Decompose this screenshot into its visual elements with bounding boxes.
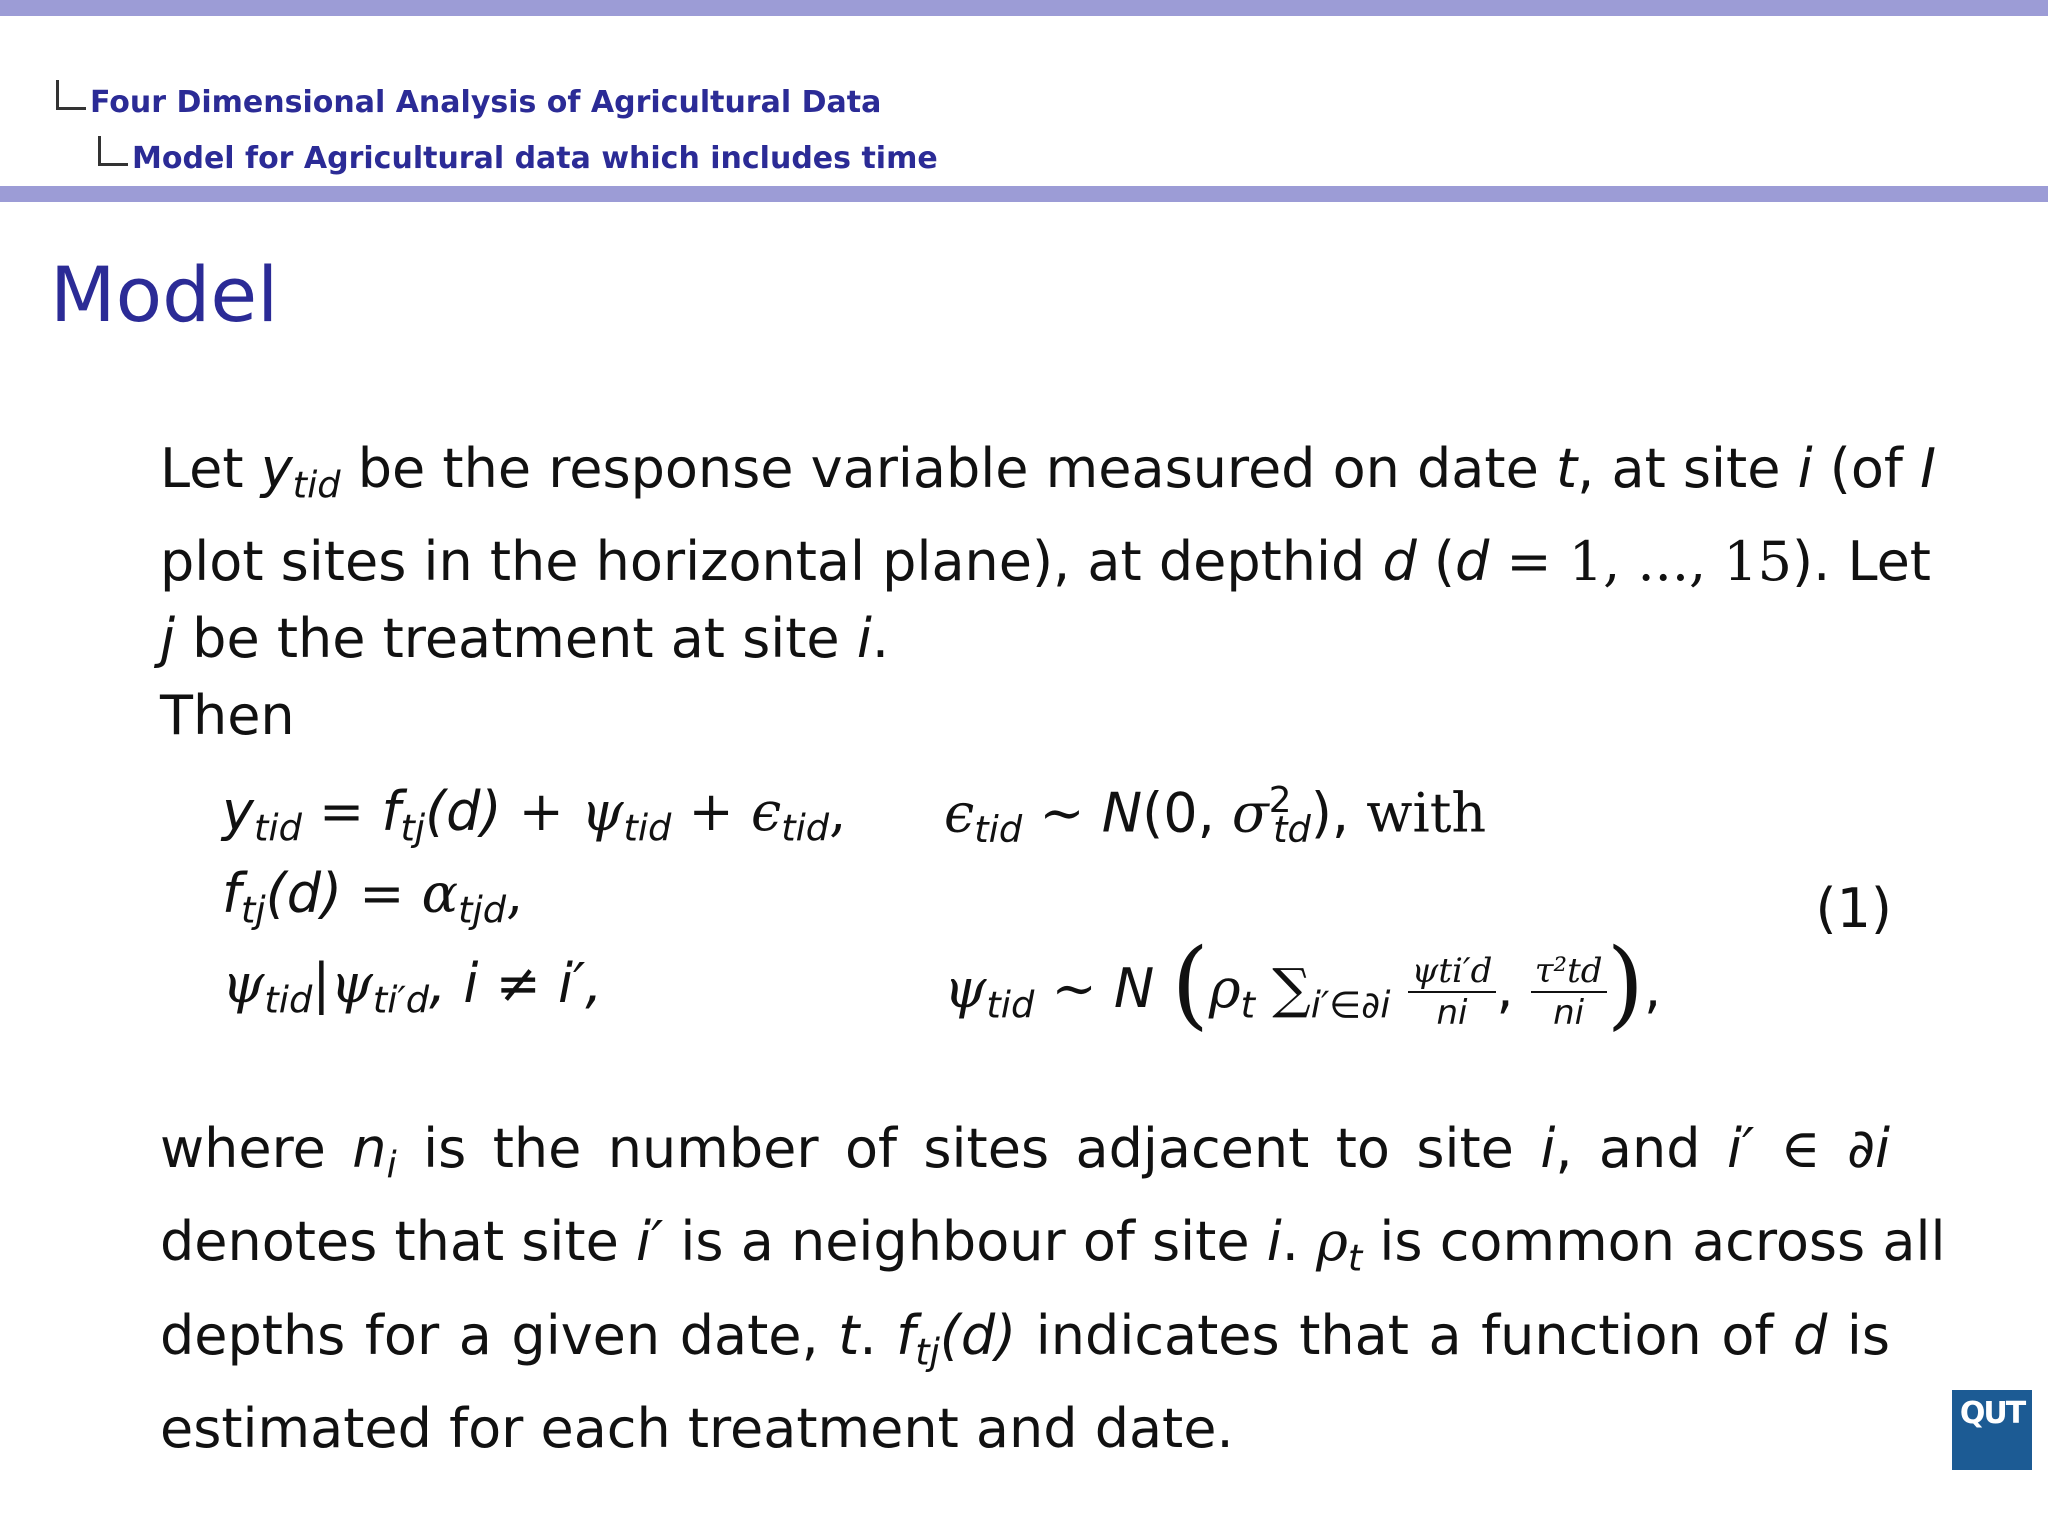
slide-title: Model	[50, 250, 279, 339]
model-equation	[222, 780, 1892, 1080]
section-title: Four Dimensional Analysis of Agricultural Data	[90, 85, 882, 120]
explanation-line-4: estimated for each treatment and date.	[160, 1396, 1234, 1460]
breadcrumb-subsection	[98, 136, 938, 176]
intro-line-1: Let $y_{tid}$ be the response variable measured on date t, at site i (of I	[160, 437, 1937, 507]
explanation-paragraph	[160, 1110, 1946, 1467]
tree-corner-icon	[56, 80, 86, 110]
equation-row-1-left: $y_{tid} = f_{tj}(d) + \psi_{tid} + \epsilon_{tid}$,	[222, 780, 847, 850]
intro-paragraph	[160, 430, 1937, 754]
explanation-line-3: depths for a given date, t. $f_{tj}(d)$ indicates that a function of d is	[160, 1303, 1890, 1373]
tree-corner-icon	[98, 136, 128, 166]
subsection-title: Model for Agricultural data which includes time	[132, 141, 938, 176]
intro-line-2: plot sites in the horizontal plane), at depthid d (d = 1, ..., 15). Let	[160, 530, 1931, 594]
equation-row-3-left: $\psi_{tid}|\psi_{ti'd}$, i ≠ i′,	[222, 952, 603, 1022]
qut-logo	[1952, 1390, 2032, 1470]
header-divider-bar	[0, 186, 2048, 202]
explanation-line-2: denotes that site i′ is a neighbour of site i. $\rho_t$ is common across all	[160, 1210, 1946, 1280]
intro-line-3: j be the treatment at site i.	[160, 607, 890, 671]
equation-row-1-right: $\epsilon_{tid}$ ∼ N(0, $\sigma^2_{td}$), with	[944, 780, 1487, 851]
intro-line-4: Then	[160, 684, 295, 748]
fraction-tau-over-n: $\frac{\text{τ²td}}{ni}$	[1531, 951, 1607, 1033]
breadcrumb-section	[56, 80, 881, 120]
fraction-psi-over-n: $\frac{\text{ψti′d}}{ni}$	[1408, 951, 1497, 1033]
equation-number: (1)	[1815, 877, 1892, 940]
explanation-line-1: where $n_i$ is the number of sites adjacent to site i, and i′ ∈ ∂i	[160, 1117, 1891, 1187]
equation-row-3-right: $\psi_{tid}$ ∼ N ($\rho_t$ $\sum_{i'\in\partial i}$ $\frac{\text{ψti′d}}{ni}$ , $\frac{\text{τ²td}}{ni}$ ),	[944, 928, 1662, 1040]
equation-row-2: $f_{tj}(d) = \alpha_{tjd}$,	[222, 862, 524, 932]
top-bar	[0, 0, 2048, 16]
qut-logo-text: QUT	[1959, 1396, 2025, 1431]
